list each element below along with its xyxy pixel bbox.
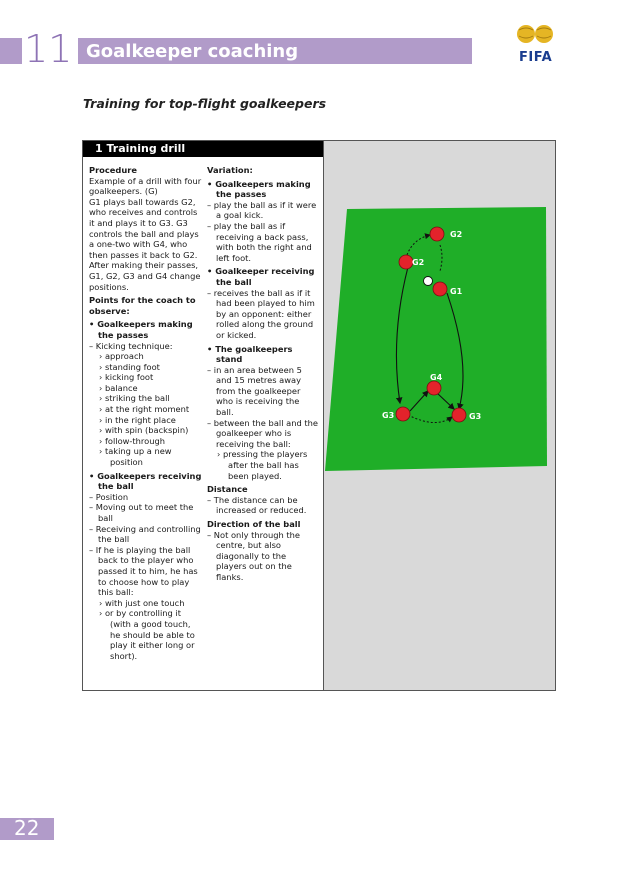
player-g2-mid — [399, 255, 413, 269]
drill-sub-text: › approach — [99, 351, 144, 362]
drill-bullet-text: • The goalkeepers stand — [207, 343, 293, 365]
drill-sub-text: › balance — [99, 382, 138, 393]
drill-sub-text: › pressing the players after the ball has been played. — [217, 449, 308, 481]
drill-sub-text: › at the right moment — [99, 404, 190, 415]
label-g2-mid: G2 — [412, 258, 425, 267]
page-subtitle: Training for top-flight goalkeepers — [83, 96, 327, 111]
chapter-number: 11 — [22, 27, 78, 71]
drill-dash-text: – play the ball as if it were a goal kick. — [207, 199, 317, 221]
label-g4: G4 — [430, 373, 443, 382]
fifa-wordmark: FIFA — [519, 50, 553, 65]
label-g3-right: G3 — [469, 412, 482, 421]
player-g3-right — [452, 408, 466, 422]
drill-sub-text: › in the right place — [99, 414, 176, 425]
drill-dash-text: – in an area between 5 and 15 metres away from the goalkeeper who is receiving the ball. — [207, 364, 302, 418]
pitch-diagram — [324, 141, 556, 690]
drill-heading-text: Points for the coach to observe: — [89, 295, 196, 316]
drill-column-right — [207, 162, 319, 583]
header-title: Goalkeeper coaching — [86, 41, 299, 62]
drill-sub-text: › with spin (backspin) — [99, 425, 189, 436]
drill-dash-text: – The distance can be increased or reduced. — [207, 494, 307, 516]
drill-dash-text: – Kicking technique: — [89, 340, 173, 351]
drill-column-left — [89, 162, 203, 661]
drill-title: 1 Training drill — [83, 141, 323, 157]
page-number: 22 — [14, 816, 40, 840]
drill-dash-text: – Not only through the centre, but also diagonally to the players out on the flanks. — [207, 529, 300, 582]
drill-sub-text: › standing foot — [99, 361, 160, 372]
drill-bullet-text: • Goalkeepers making the passes — [89, 319, 193, 340]
drill-heading-text: Direction of the ball — [207, 519, 301, 529]
drill-bullet-text: • Goalkeepers receiving the ball — [89, 470, 202, 492]
label-g1: G1 — [450, 287, 463, 296]
drill-sub-text: › taking up a new position — [99, 446, 172, 468]
drill-bullet-text: • Goalkeepers making the passes — [207, 178, 311, 200]
drill-dash-text: – receives the ball as if it had been played to him by an opponent: either rolled along the ground or kicked. — [207, 287, 315, 340]
pitch — [325, 207, 547, 471]
drill-dash-text: – Moving out to meet the ball — [89, 502, 194, 523]
drill-p-text: G1 plays ball towards G2, who receives and controls it and plays it to G3. G3 controls the ball and plays a one-two with G4, who then passes it back to G2. After making their passes, G1, G2, G3 and G4 change positions. — [89, 196, 201, 292]
drill-sub-text: › follow-through — [99, 435, 166, 446]
drill-dash-text: – Position — [89, 491, 129, 502]
training-drill-box — [82, 140, 556, 691]
drill-dash-text: – If he is playing the ball back to the player who passed it to him, he has to choose how to play this ball: — [89, 544, 198, 598]
drill-p-text: Example of a drill with four goalkeepers. (G) — [89, 175, 202, 197]
drill-sub-text: › kicking foot — [99, 372, 154, 383]
drill-sub-text: › striking the ball — [99, 393, 170, 404]
drill-heading-text: Procedure — [89, 165, 137, 175]
player-g3-left — [396, 407, 410, 421]
drill-sub-text: › with just one touch — [99, 597, 185, 608]
drill-heading-text: Distance — [207, 484, 248, 495]
drill-dash-text: – play the ball as if receiving a back pass, with both the right and left foot. — [207, 220, 312, 263]
drill-sub-text: › or by controlling it (with a good touch, he should be able to play it either long or short). — [99, 608, 195, 661]
ball-icon — [424, 277, 433, 286]
player-g1 — [433, 282, 447, 296]
player-g2-top — [430, 227, 444, 241]
label-g2-top: G2 — [450, 230, 463, 239]
drill-dash-text: – between the ball and the goalkeeper who is receiving the ball: — [207, 417, 319, 449]
drill-diagram — [323, 141, 555, 690]
drill-dash-text: – Receiving and controlling the ball — [89, 523, 201, 545]
drill-heading-text: Variation: — [207, 165, 253, 175]
player-g4 — [427, 381, 441, 395]
drill-bullet-text: • Goalkeeper receiving the ball — [207, 266, 315, 287]
label-g3-left: G3 — [382, 411, 395, 420]
